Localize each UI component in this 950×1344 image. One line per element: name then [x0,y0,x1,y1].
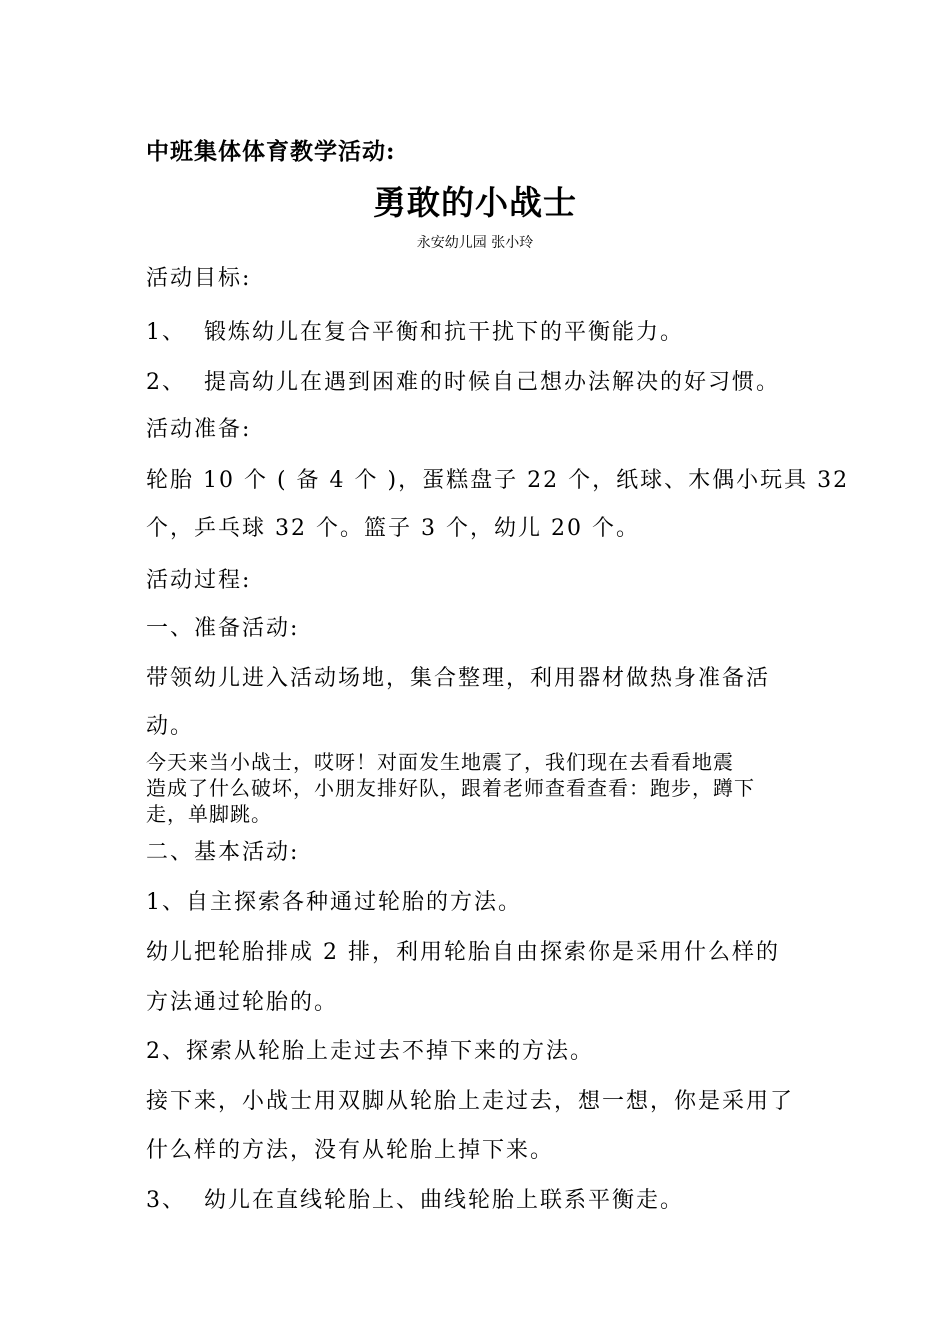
intro-line: 走，单脚跳。 [146,802,272,826]
goal-item [146,315,684,346]
section1-label: 一、准备活动: [146,616,300,641]
step1-line: 方法通过轮胎的。 [146,990,339,1015]
step3-number: 3、 [146,1188,186,1213]
goal-item [146,365,780,396]
goals-label: 活动目标: [146,266,252,291]
step2-line: 什么样的方法，没有从轮胎上掉下来。 [146,1138,555,1163]
intro-line: 造成了什么破坏，小朋友排好队，跟着老师查看查看：跑步，蹲下 [146,776,755,800]
prep-label: 活动准备: [146,417,252,442]
step1-title: 1、自主探索各种通过轮胎的方法。 [146,890,522,915]
step3-item [146,1183,684,1214]
goal-text: 锻炼幼儿在复合平衡和抗干扰下的平衡能力。 [204,320,685,345]
prep-line: 轮胎 10 个 ( 备 4 个 )，蛋糕盘子 22 个，纸球、木偶小玩具 32 [146,468,850,493]
section1-line: 带领幼儿进入活动场地，集合整理，利用器材做热身准备活 [146,666,771,691]
step2-line: 接下来，小战士用双脚从轮胎上走过去，想一想，你是采用了 [146,1089,795,1114]
goal-number: 1、 [146,320,186,345]
goal-number: 2、 [146,370,186,395]
document-heading: 中班集体体育教学活动: [146,138,396,165]
document-title: 勇敢的小战士 [373,183,577,222]
intro-line: 今天来当小战士，哎呀！对面发生地震了，我们现在去看看地震 [146,750,734,774]
goal-text: 提高幼儿在遇到困难的时候自己想办法解决的好习惯。 [204,370,781,395]
process-label: 活动过程: [146,568,252,593]
step1-line: 幼儿把轮胎排成 2 排，利用轮胎自由探索你是采用什么样的 [146,940,780,965]
section1-line: 动。 [146,714,195,739]
step3-text: 幼儿在直线轮胎上、曲线轮胎上联系平衡走。 [204,1188,685,1213]
step2-title: 2、探索从轮胎上走过去不掉下来的方法。 [146,1039,594,1064]
document-author: 永安幼儿园 张小玲 [416,235,534,251]
section2-label: 二、基本活动: [146,840,300,865]
prep-line: 个，乒乓球 32 个。篮子 3 个，幼儿 20 个。 [146,516,640,541]
